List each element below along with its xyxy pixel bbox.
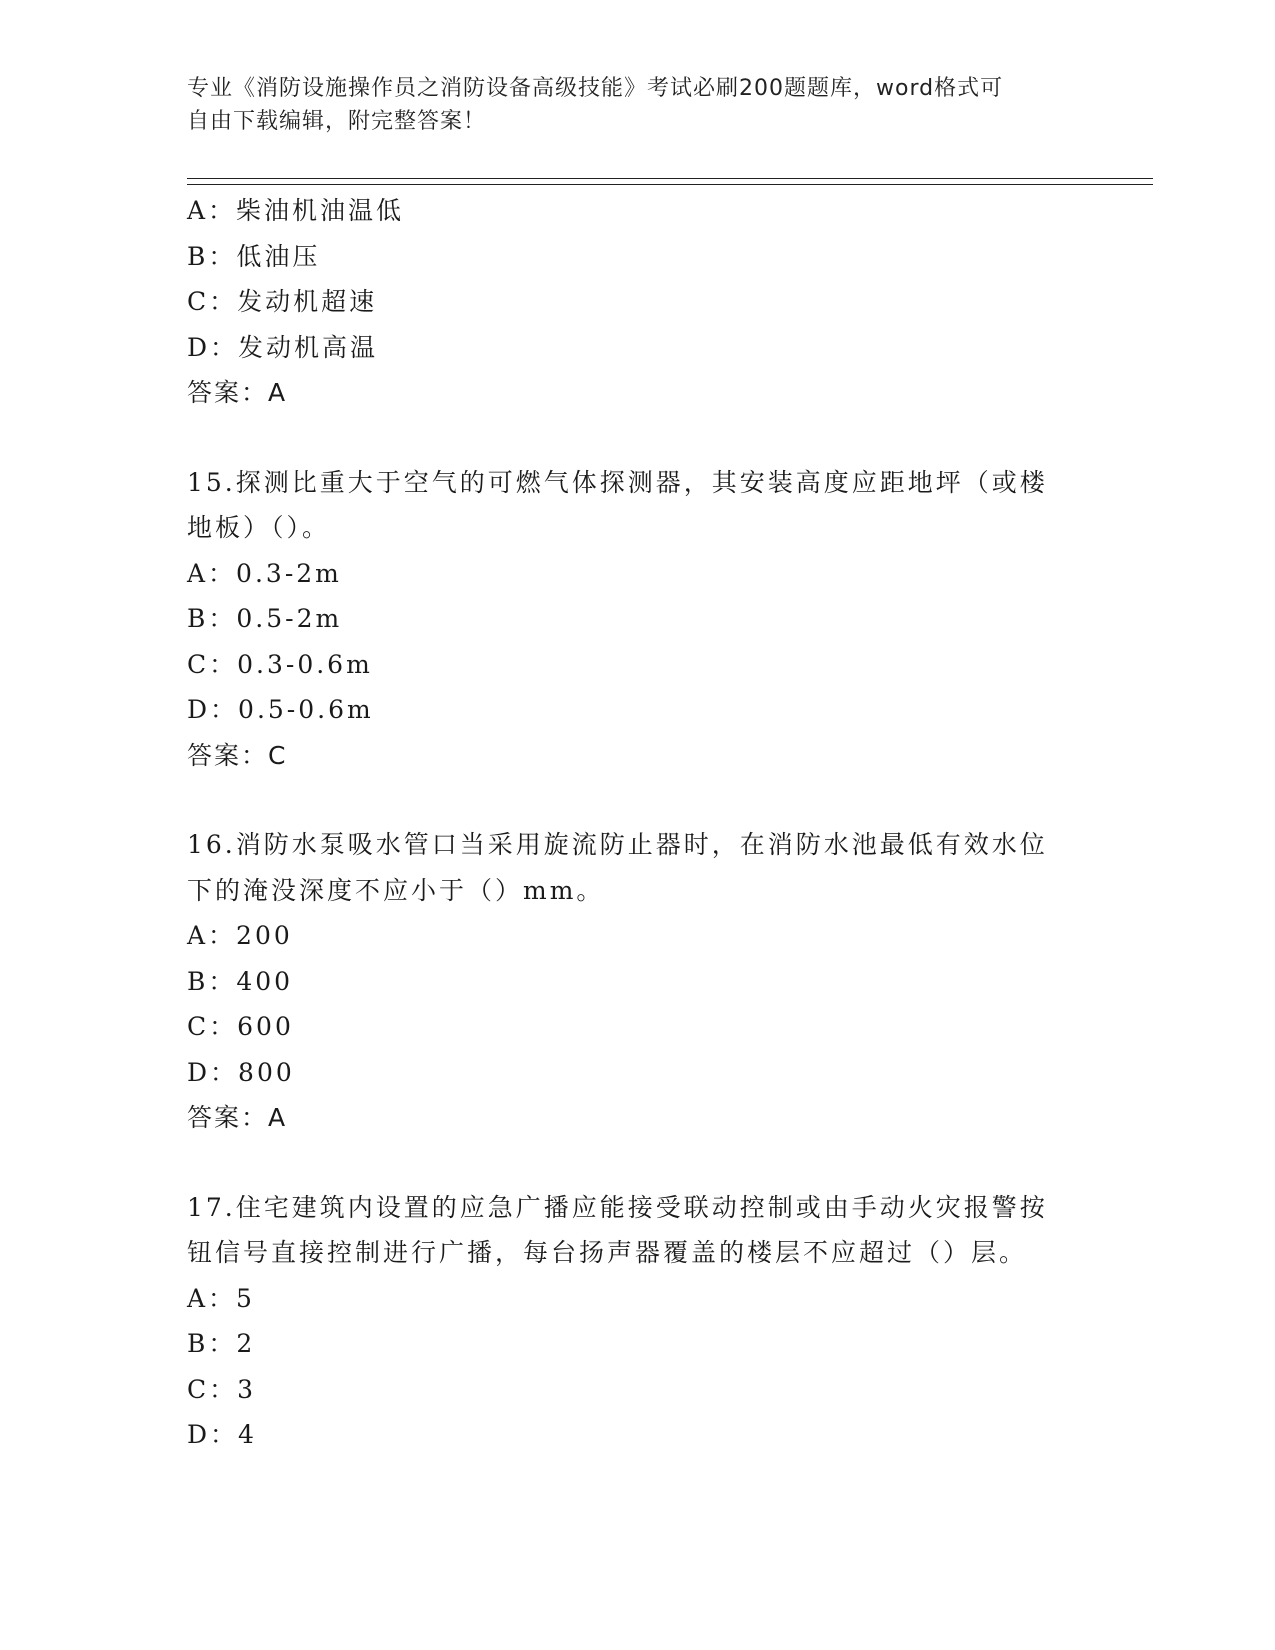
option-c: C：600 (187, 1012, 294, 1041)
header-line-1: 专业《消防设施操作员之消防设备高级技能》考试必刷200题题库，word格式可 (187, 76, 1004, 101)
answer-line: 答案：C (187, 740, 288, 770)
header-line-2: 自由下载编辑，附完整答案！ (187, 109, 487, 134)
option-a: A：0.3-2m (187, 558, 342, 588)
option-b: B：400 (187, 966, 294, 996)
question-stem (187, 822, 1072, 913)
question-stem-line-1: 15.探测比重大于空气的可燃气体探测器，其安装高度应距地坪（或楼 (187, 467, 1048, 497)
question-15 (187, 460, 1087, 779)
option-c: C：发动机超速 (187, 287, 378, 316)
header-rule-top (187, 178, 1153, 179)
option-c: C：0.3-0.6m (187, 649, 373, 679)
option-a: A：200 (187, 921, 293, 950)
option-b: B：0.5-2m (187, 604, 343, 633)
header-rule-bottom (187, 184, 1153, 185)
question-stem-line-1: 16.消防水泵吸水管口当采用旋流防止器时，在消防水池最低有效水位 (187, 830, 1048, 859)
question-17 (187, 1185, 1087, 1458)
question-stem-line-2: 钮信号直接控制进行广播，每台扬声器覆盖的楼层不应超过（）层。 (187, 1238, 1028, 1267)
answer-line: 答案：A (187, 378, 288, 407)
option-a: A：柴油机油温低 (187, 196, 405, 225)
question-stem (187, 460, 1072, 551)
question-16 (187, 822, 1087, 1141)
option-b: B：低油压 (187, 241, 321, 271)
option-a: A：5 (187, 1283, 255, 1313)
option-d: D：发动机高温 (187, 332, 379, 362)
option-b: B：2 (187, 1329, 256, 1358)
question-stem-line-2: 下的淹没深度不应小于（）mm。 (187, 875, 605, 905)
question-14-continued (187, 188, 1087, 416)
question-stem-line-1: 17.住宅建筑内设置的应急广播应能接受联动控制或由手动火灾报警按 (187, 1192, 1048, 1222)
option-d: D：0.5-0.6m (187, 695, 374, 724)
question-stem (187, 1185, 1072, 1276)
option-d: D：4 (187, 1420, 257, 1449)
option-c: C：3 (187, 1374, 257, 1404)
option-d: D：800 (187, 1057, 295, 1087)
question-list (187, 188, 1087, 1458)
document-header (187, 72, 1067, 138)
question-stem-line-2: 地板）（）。 (187, 513, 331, 542)
answer-line: 答案：A (187, 1103, 288, 1132)
